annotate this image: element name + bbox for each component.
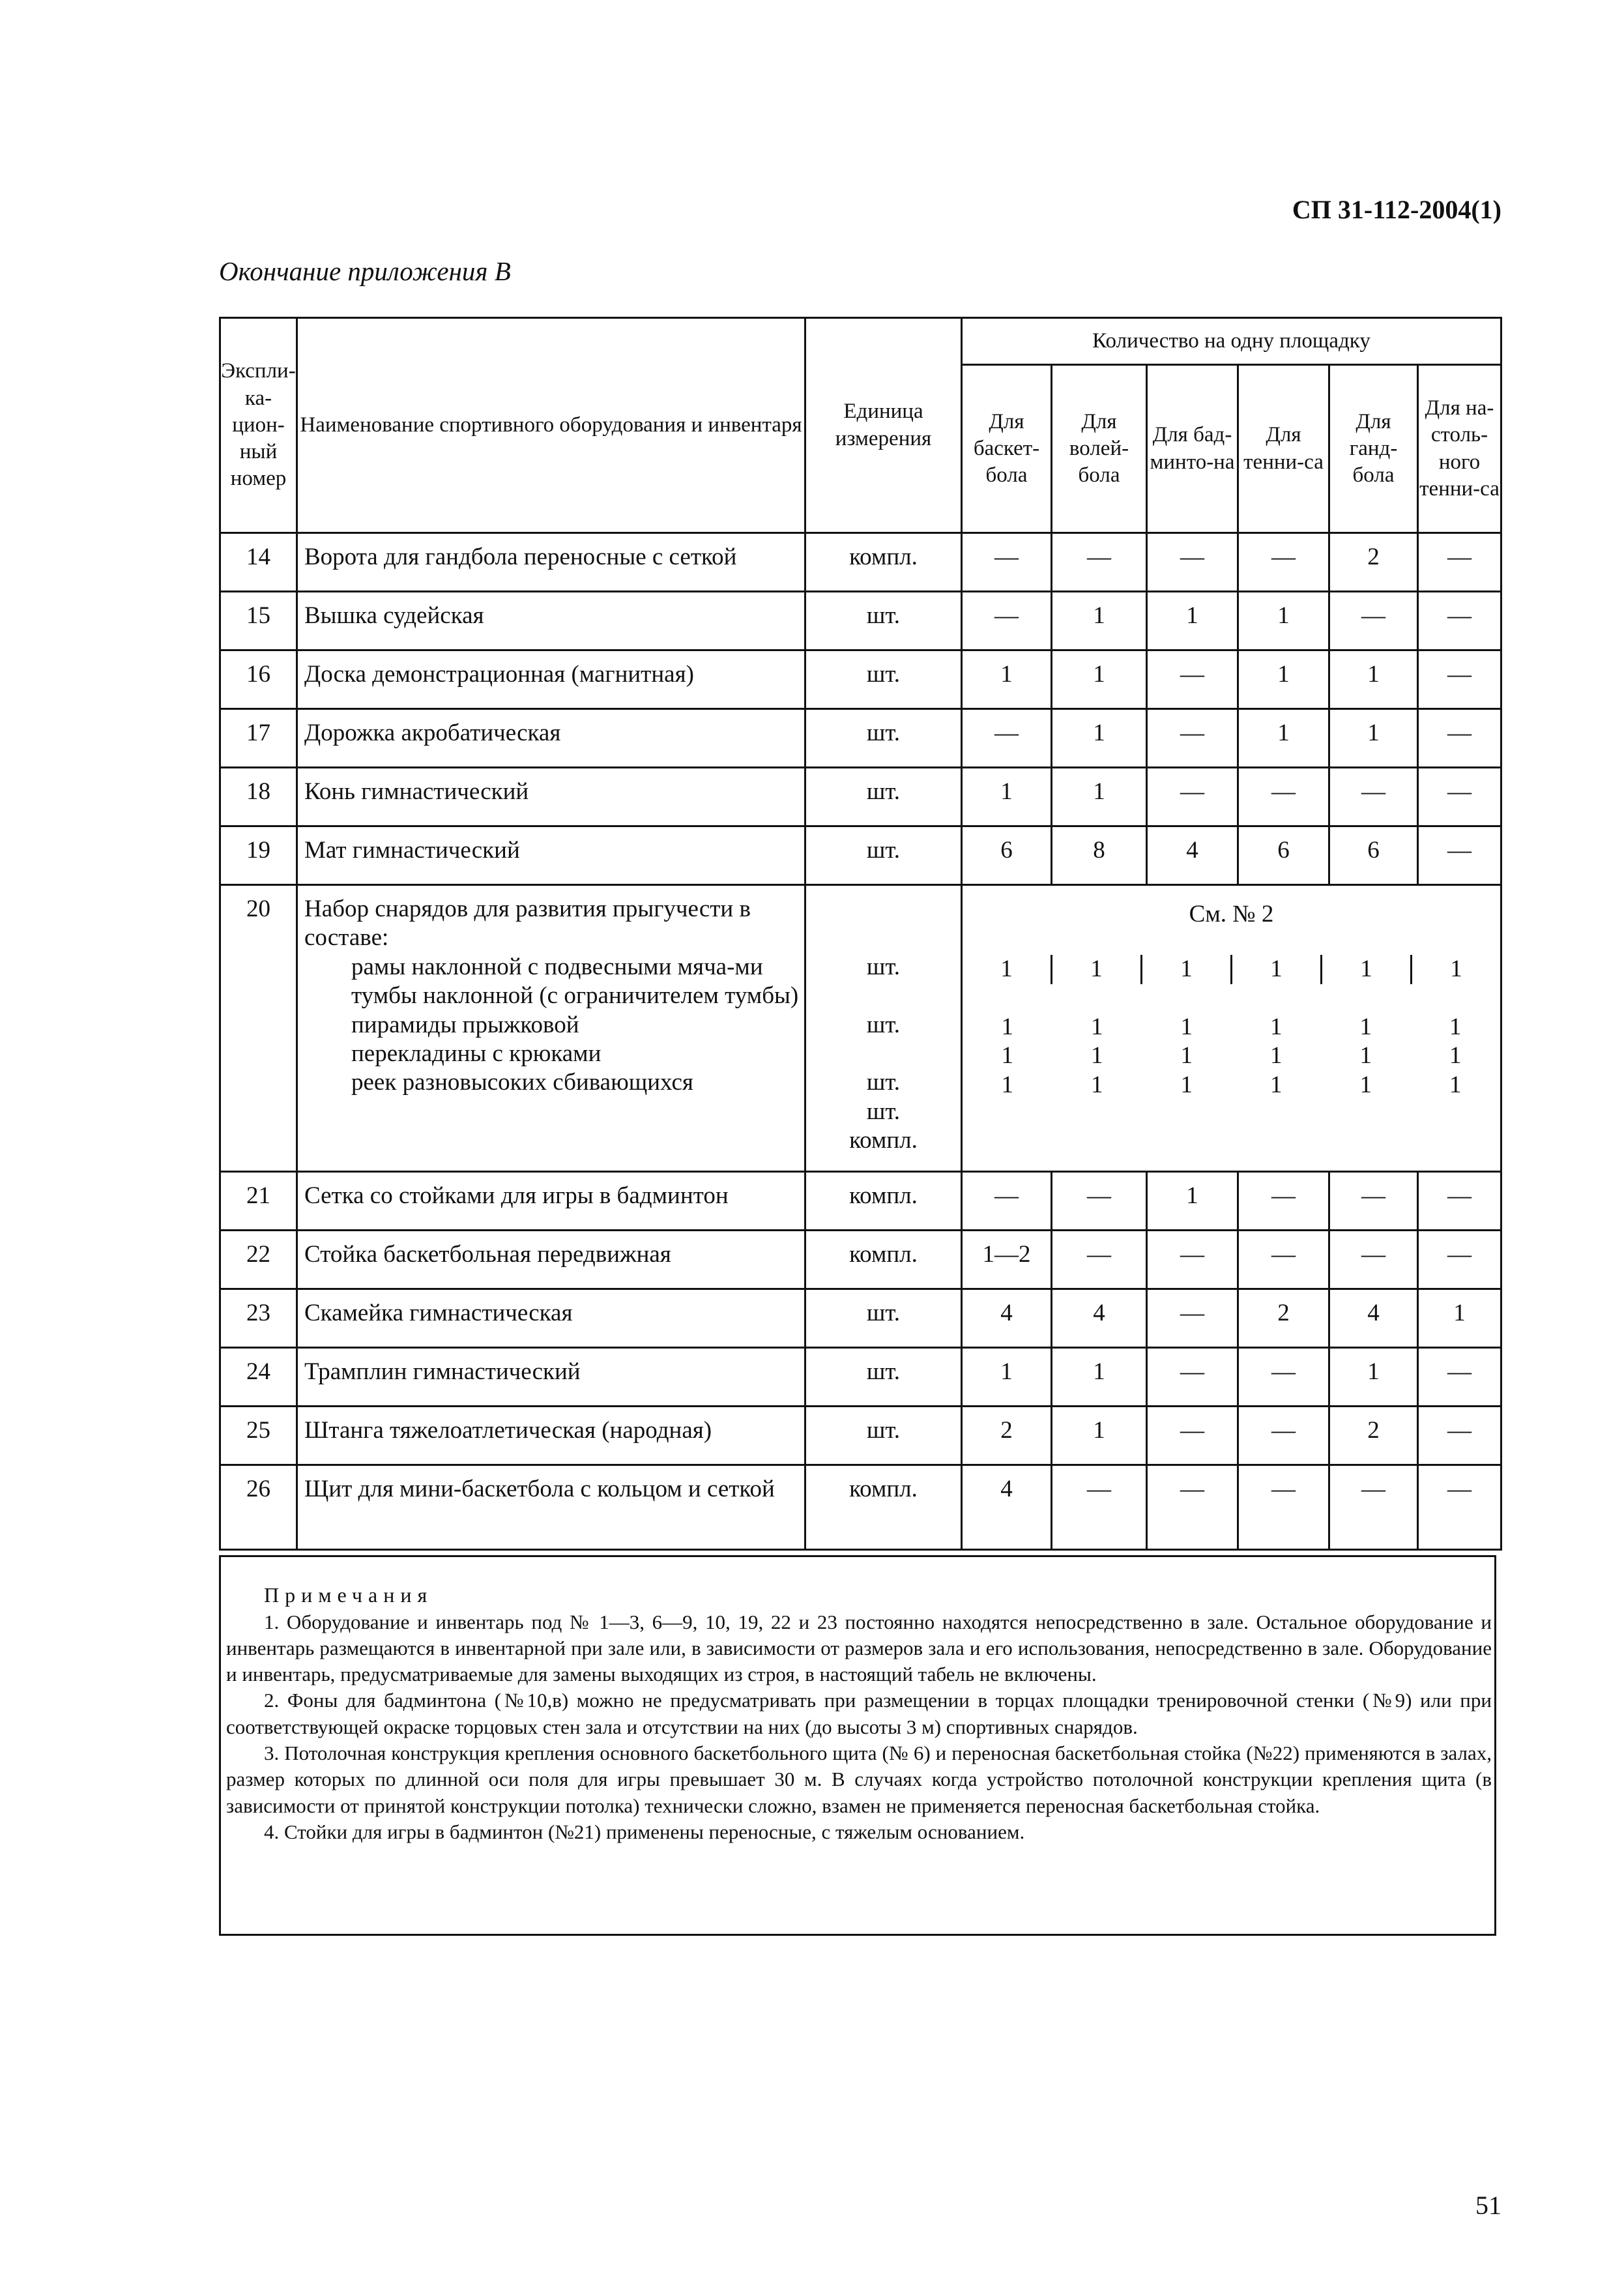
unit-cell xyxy=(805,885,962,1172)
quantity-cell: — xyxy=(962,533,1052,592)
quantity-cell: — xyxy=(1238,533,1329,592)
header-quantity-group: Количество на одну площадку xyxy=(962,318,1501,365)
quantity-cell: — xyxy=(1329,592,1418,650)
set-item-unit: шт. xyxy=(866,1069,901,1096)
table-row xyxy=(220,1289,1501,1348)
unit-cell: шт. xyxy=(805,768,962,826)
header-basketball: Для баскет-бола xyxy=(962,365,1052,533)
quantity-cell: 1 xyxy=(1140,955,1230,984)
quantity-cell: 1 xyxy=(1001,1013,1013,1040)
quantity-cell: — xyxy=(1418,592,1501,650)
quantity-cell: — xyxy=(1052,1465,1147,1550)
quantity-cell: 1 xyxy=(1180,1042,1193,1070)
quantity-cell: 1 xyxy=(1001,1042,1013,1070)
quantity-cell: 1 xyxy=(1329,709,1418,768)
quantity-cell: 2 xyxy=(1238,1289,1329,1348)
equipment-name: Скамейка гимнастическая xyxy=(297,1289,805,1348)
table-row xyxy=(220,1231,1501,1289)
notes-title: Примечания xyxy=(264,1583,433,1607)
equipment-name: Доска демонстрационная (магнитная) xyxy=(297,650,805,709)
set-item-values xyxy=(963,1071,1500,1100)
quantity-cell: — xyxy=(1418,709,1501,768)
quantity-cell: — xyxy=(1147,1348,1238,1407)
quantity-cell: — xyxy=(1418,1465,1501,1550)
quantity-cell: — xyxy=(1052,1231,1147,1289)
unit-cell: шт. xyxy=(805,1289,962,1348)
unit-cell: компл. xyxy=(805,1231,962,1289)
row-number: 16 xyxy=(220,650,297,709)
set-item-unit: шт. xyxy=(866,953,901,980)
quantity-cell: 4 xyxy=(1052,1289,1147,1348)
quantity-cell: 1 xyxy=(1052,650,1147,709)
quantity-cell: 1 xyxy=(962,768,1052,826)
note-3: 3. Потолочная конструкция крепления основного баскетбольного щита (№ 6) и переносная баскетбольная стойка (№22) применяются в залах, размер которых по длинной оси поля для игры превышает 30 м. В случаях когда устройство потолочной конструкции крепления щита (в зависимости от принятой конструкции потолка) технически сложно, взамен не применяется переносная баскетбольная стойка. xyxy=(226,1742,1492,1817)
quantity-cell: — xyxy=(1418,1231,1501,1289)
set-item-values xyxy=(963,1013,1500,1042)
table-row-20 xyxy=(220,885,1501,1172)
header-name: Наименование спортивного оборудования и инвентаря xyxy=(297,318,805,533)
unit-cell: шт. xyxy=(805,826,962,885)
row-number: 22 xyxy=(220,1231,297,1289)
quantity-cell: 4 xyxy=(962,1289,1052,1348)
quantity-cell: — xyxy=(1418,650,1501,709)
quantity-cell: 1 xyxy=(1359,1013,1372,1040)
quantity-cell: — xyxy=(1147,1407,1238,1465)
quantity-cell: 1 xyxy=(962,1348,1052,1407)
quantity-cell: 1—2 xyxy=(962,1231,1052,1289)
quantity-cell: 1 xyxy=(1238,650,1329,709)
quantity-cell: — xyxy=(1147,1231,1238,1289)
quantity-cell: — xyxy=(1418,1407,1501,1465)
quantity-cell: 6 xyxy=(1329,826,1418,885)
quantity-cell: 1 xyxy=(1091,1042,1103,1070)
quantity-cell: 1 xyxy=(1449,1013,1462,1040)
quantity-cell: 1 xyxy=(1238,709,1329,768)
row-number: 15 xyxy=(220,592,297,650)
quantity-cell: 1 xyxy=(1418,1289,1501,1348)
table-row xyxy=(220,1172,1501,1231)
set-item-values xyxy=(963,955,1500,984)
note-2: 2. Фоны для бадминтона (№10,в) можно не предусматривать при размещении в торцах площадки тренировочной стенки (№9) или при соответствующей окраске торцовых стен зала и отсутствии на них (до высоты 3 м) спортивных снарядов. xyxy=(226,1689,1492,1738)
quantity-cell: 1 xyxy=(1051,955,1140,984)
quantity-cell: — xyxy=(1147,709,1238,768)
quantity-cell: 1 xyxy=(1052,1348,1147,1407)
set-item-unit: шт. xyxy=(866,1011,901,1038)
unit-cell: шт. xyxy=(805,1407,962,1465)
quantity-cell: — xyxy=(1147,1289,1238,1348)
quantity-cell: 1 xyxy=(1320,955,1410,984)
quantity-cell: — xyxy=(1418,768,1501,826)
equipment-name: Мат гимнастический xyxy=(297,826,805,885)
quantity-cell: 2 xyxy=(1329,1407,1418,1465)
unit-cell: компл. xyxy=(805,533,962,592)
row-number: 19 xyxy=(220,826,297,885)
set-item-name: перекладины с крюками xyxy=(351,1040,602,1067)
set-item-unit: компл. xyxy=(849,1127,918,1154)
quantity-cell: — xyxy=(1147,650,1238,709)
equipment-name: Трамплин гимнастический xyxy=(297,1348,805,1407)
appendix-subtitle: Окончание приложения В xyxy=(219,256,511,286)
header-table-tennis: Для на-столь-ного тенни-са xyxy=(1418,365,1501,533)
quantity-cell: — xyxy=(1238,1465,1329,1550)
table-row xyxy=(220,1465,1501,1550)
row-number: 21 xyxy=(220,1172,297,1231)
quantity-cell: 1 xyxy=(1230,955,1320,984)
row-number: 17 xyxy=(220,709,297,768)
equipment-table xyxy=(219,317,1502,1551)
notes-box xyxy=(219,1555,1496,1936)
table-row xyxy=(220,826,1501,885)
table-row xyxy=(220,650,1501,709)
table-row xyxy=(220,1348,1501,1407)
quantity-cell: — xyxy=(1147,1465,1238,1550)
quantity-cell: — xyxy=(1418,826,1501,885)
set-item-name: пирамиды прыжковой xyxy=(351,1011,579,1038)
quantity-cell: — xyxy=(1418,1348,1501,1407)
quantity-cell: — xyxy=(1238,1231,1329,1289)
table-header-row xyxy=(220,318,1501,365)
equipment-name: Дорожка акробатическая xyxy=(297,709,805,768)
quantity-cell: 1 xyxy=(1091,1013,1103,1040)
quantity-cell: — xyxy=(1052,533,1147,592)
header-tennis: Для тенни-са xyxy=(1238,365,1329,533)
quantity-cell: — xyxy=(1147,533,1238,592)
set-title: Набор снарядов для развития прыгучести в составе: xyxy=(304,896,751,952)
equipment-name: Штанга тяжелоатлетическая (народная) xyxy=(297,1407,805,1465)
row-number: 25 xyxy=(220,1407,297,1465)
quantity-cell: 1 xyxy=(1052,768,1147,826)
quantity-cell: 1 xyxy=(1147,1172,1238,1231)
equipment-name: Конь гимнастический xyxy=(297,768,805,826)
equipment-name xyxy=(297,885,805,1172)
equipment-name: Сетка со стойками для игры в бадминтон xyxy=(297,1172,805,1231)
quantity-cell: 1 xyxy=(1000,956,1013,983)
quantity-cell: 1 xyxy=(1359,1071,1372,1098)
quantity-cell: 4 xyxy=(1147,826,1238,885)
quantity-cell: 1 xyxy=(1329,1348,1418,1407)
table-row xyxy=(220,709,1501,768)
set-item-unit: шт. xyxy=(866,1098,901,1125)
equipment-name: Стойка баскетбольная передвижная xyxy=(297,1231,805,1289)
row-number: 18 xyxy=(220,768,297,826)
header-number: Экспли-ка-цион-ный номер xyxy=(220,318,297,533)
row-number: 20 xyxy=(220,885,297,1172)
quantity-cell: — xyxy=(1238,1172,1329,1231)
quantity-cell: 1 xyxy=(1180,1071,1193,1098)
document-code: СП 31-112-2004(1) xyxy=(1292,195,1501,224)
row-number: 23 xyxy=(220,1289,297,1348)
unit-cell: шт. xyxy=(805,1348,962,1407)
unit-cell: шт. xyxy=(805,650,962,709)
quantity-cell: 1 xyxy=(1091,1071,1103,1098)
quantity-cell: 1 xyxy=(1410,955,1500,984)
quantity-cell: — xyxy=(1238,1407,1329,1465)
quantity-cell: — xyxy=(962,709,1052,768)
quantity-cell: 1 xyxy=(1238,592,1329,650)
header-volleyball: Для волей-бола xyxy=(1052,365,1147,533)
set-item-name: рамы наклонной с подвесными мяча-ми xyxy=(351,953,763,980)
equipment-name: Вышка судейская xyxy=(297,592,805,650)
quantity-cell: — xyxy=(1329,1231,1418,1289)
quantity-cell: 1 xyxy=(1052,592,1147,650)
quantity-cell: 8 xyxy=(1052,826,1147,885)
row-number: 26 xyxy=(220,1465,297,1550)
quantity-cell: 1 xyxy=(1052,1407,1147,1465)
quantity-cell: 4 xyxy=(962,1465,1052,1550)
header-badminton: Для бад-минто-на xyxy=(1147,365,1238,533)
page-number: 51 xyxy=(1475,2191,1501,2220)
quantity-cell: — xyxy=(962,592,1052,650)
quantity-cell: 1 xyxy=(1449,1042,1462,1070)
quantity-cell: 2 xyxy=(962,1407,1052,1465)
quantity-cell: — xyxy=(1052,1172,1147,1231)
quantity-cell: 1 xyxy=(1001,1071,1013,1098)
header-handball: Для ганд-бола xyxy=(1329,365,1418,533)
table-row xyxy=(220,592,1501,650)
quantity-cell: 1 xyxy=(1329,650,1418,709)
unit-cell: компл. xyxy=(805,1465,962,1550)
header-unit: Единица измерения xyxy=(805,318,962,533)
quantity-cell: 1 xyxy=(1270,1013,1283,1040)
table-row xyxy=(220,768,1501,826)
quantity-cell: 1 xyxy=(1359,1042,1372,1070)
quantity-cell: 2 xyxy=(1329,533,1418,592)
quantity-cell: — xyxy=(1329,1172,1418,1231)
note-1: 1. Оборудование и инвентарь под № 1—3, 6—9, 10, 19, 22 и 23 постоянно находятся непосредственно в зале. Остальное оборудование и инвентарь размещаются в инвентарной при зале или, в зависимости от размеров зала и его использования, непосредственно в зале. Оборудование и инвентарь, предусматриваемые для замены выходящих из строя, в настоящий табель не включены. xyxy=(226,1610,1492,1686)
row-number: 14 xyxy=(220,533,297,592)
quantity-cell: — xyxy=(1418,533,1501,592)
set-quantities xyxy=(962,885,1501,1172)
row-number: 24 xyxy=(220,1348,297,1407)
quantity-cell: — xyxy=(1329,1465,1418,1550)
quantity-cell: 1 xyxy=(962,650,1052,709)
quantity-cell: 1 xyxy=(1180,1013,1193,1040)
quantity-cell: 1 xyxy=(1270,1042,1283,1070)
quantity-cell: 6 xyxy=(1238,826,1329,885)
quantity-cell: 6 xyxy=(962,826,1052,885)
quantity-cell: — xyxy=(1329,768,1418,826)
set-item-values xyxy=(963,1042,1500,1070)
equipment-name: Щит для мини-баскетбола с кольцом и сеткой xyxy=(297,1465,805,1550)
table-row xyxy=(220,1407,1501,1465)
quantity-cell: — xyxy=(1238,768,1329,826)
set-item-name: реек разновысоких сбивающихся xyxy=(351,1069,693,1096)
quantity-cell: 1 xyxy=(1449,1071,1462,1098)
unit-cell: шт. xyxy=(805,592,962,650)
quantity-cell: 1 xyxy=(1052,709,1147,768)
quantity-cell: — xyxy=(962,1172,1052,1231)
quantity-cell: 4 xyxy=(1329,1289,1418,1348)
quantity-cell: 1 xyxy=(1270,1071,1283,1098)
table-row xyxy=(220,533,1501,592)
quantity-cell: 1 xyxy=(1147,592,1238,650)
see-reference: См. № 2 xyxy=(1189,901,1274,927)
equipment-name: Ворота для гандбола переносные с сеткой xyxy=(297,533,805,592)
quantity-cell: — xyxy=(1418,1172,1501,1231)
unit-cell: компл. xyxy=(805,1172,962,1231)
quantity-cell: — xyxy=(1238,1348,1329,1407)
set-item-name: тумбы наклонной (с ограничителем тумбы) xyxy=(351,982,799,1010)
unit-cell: шт. xyxy=(805,709,962,768)
quantity-cell: — xyxy=(1147,768,1238,826)
note-4: 4. Стойки для игры в бадминтон (№21) применены переносные, с тяжелым основанием. xyxy=(264,1820,1025,1843)
